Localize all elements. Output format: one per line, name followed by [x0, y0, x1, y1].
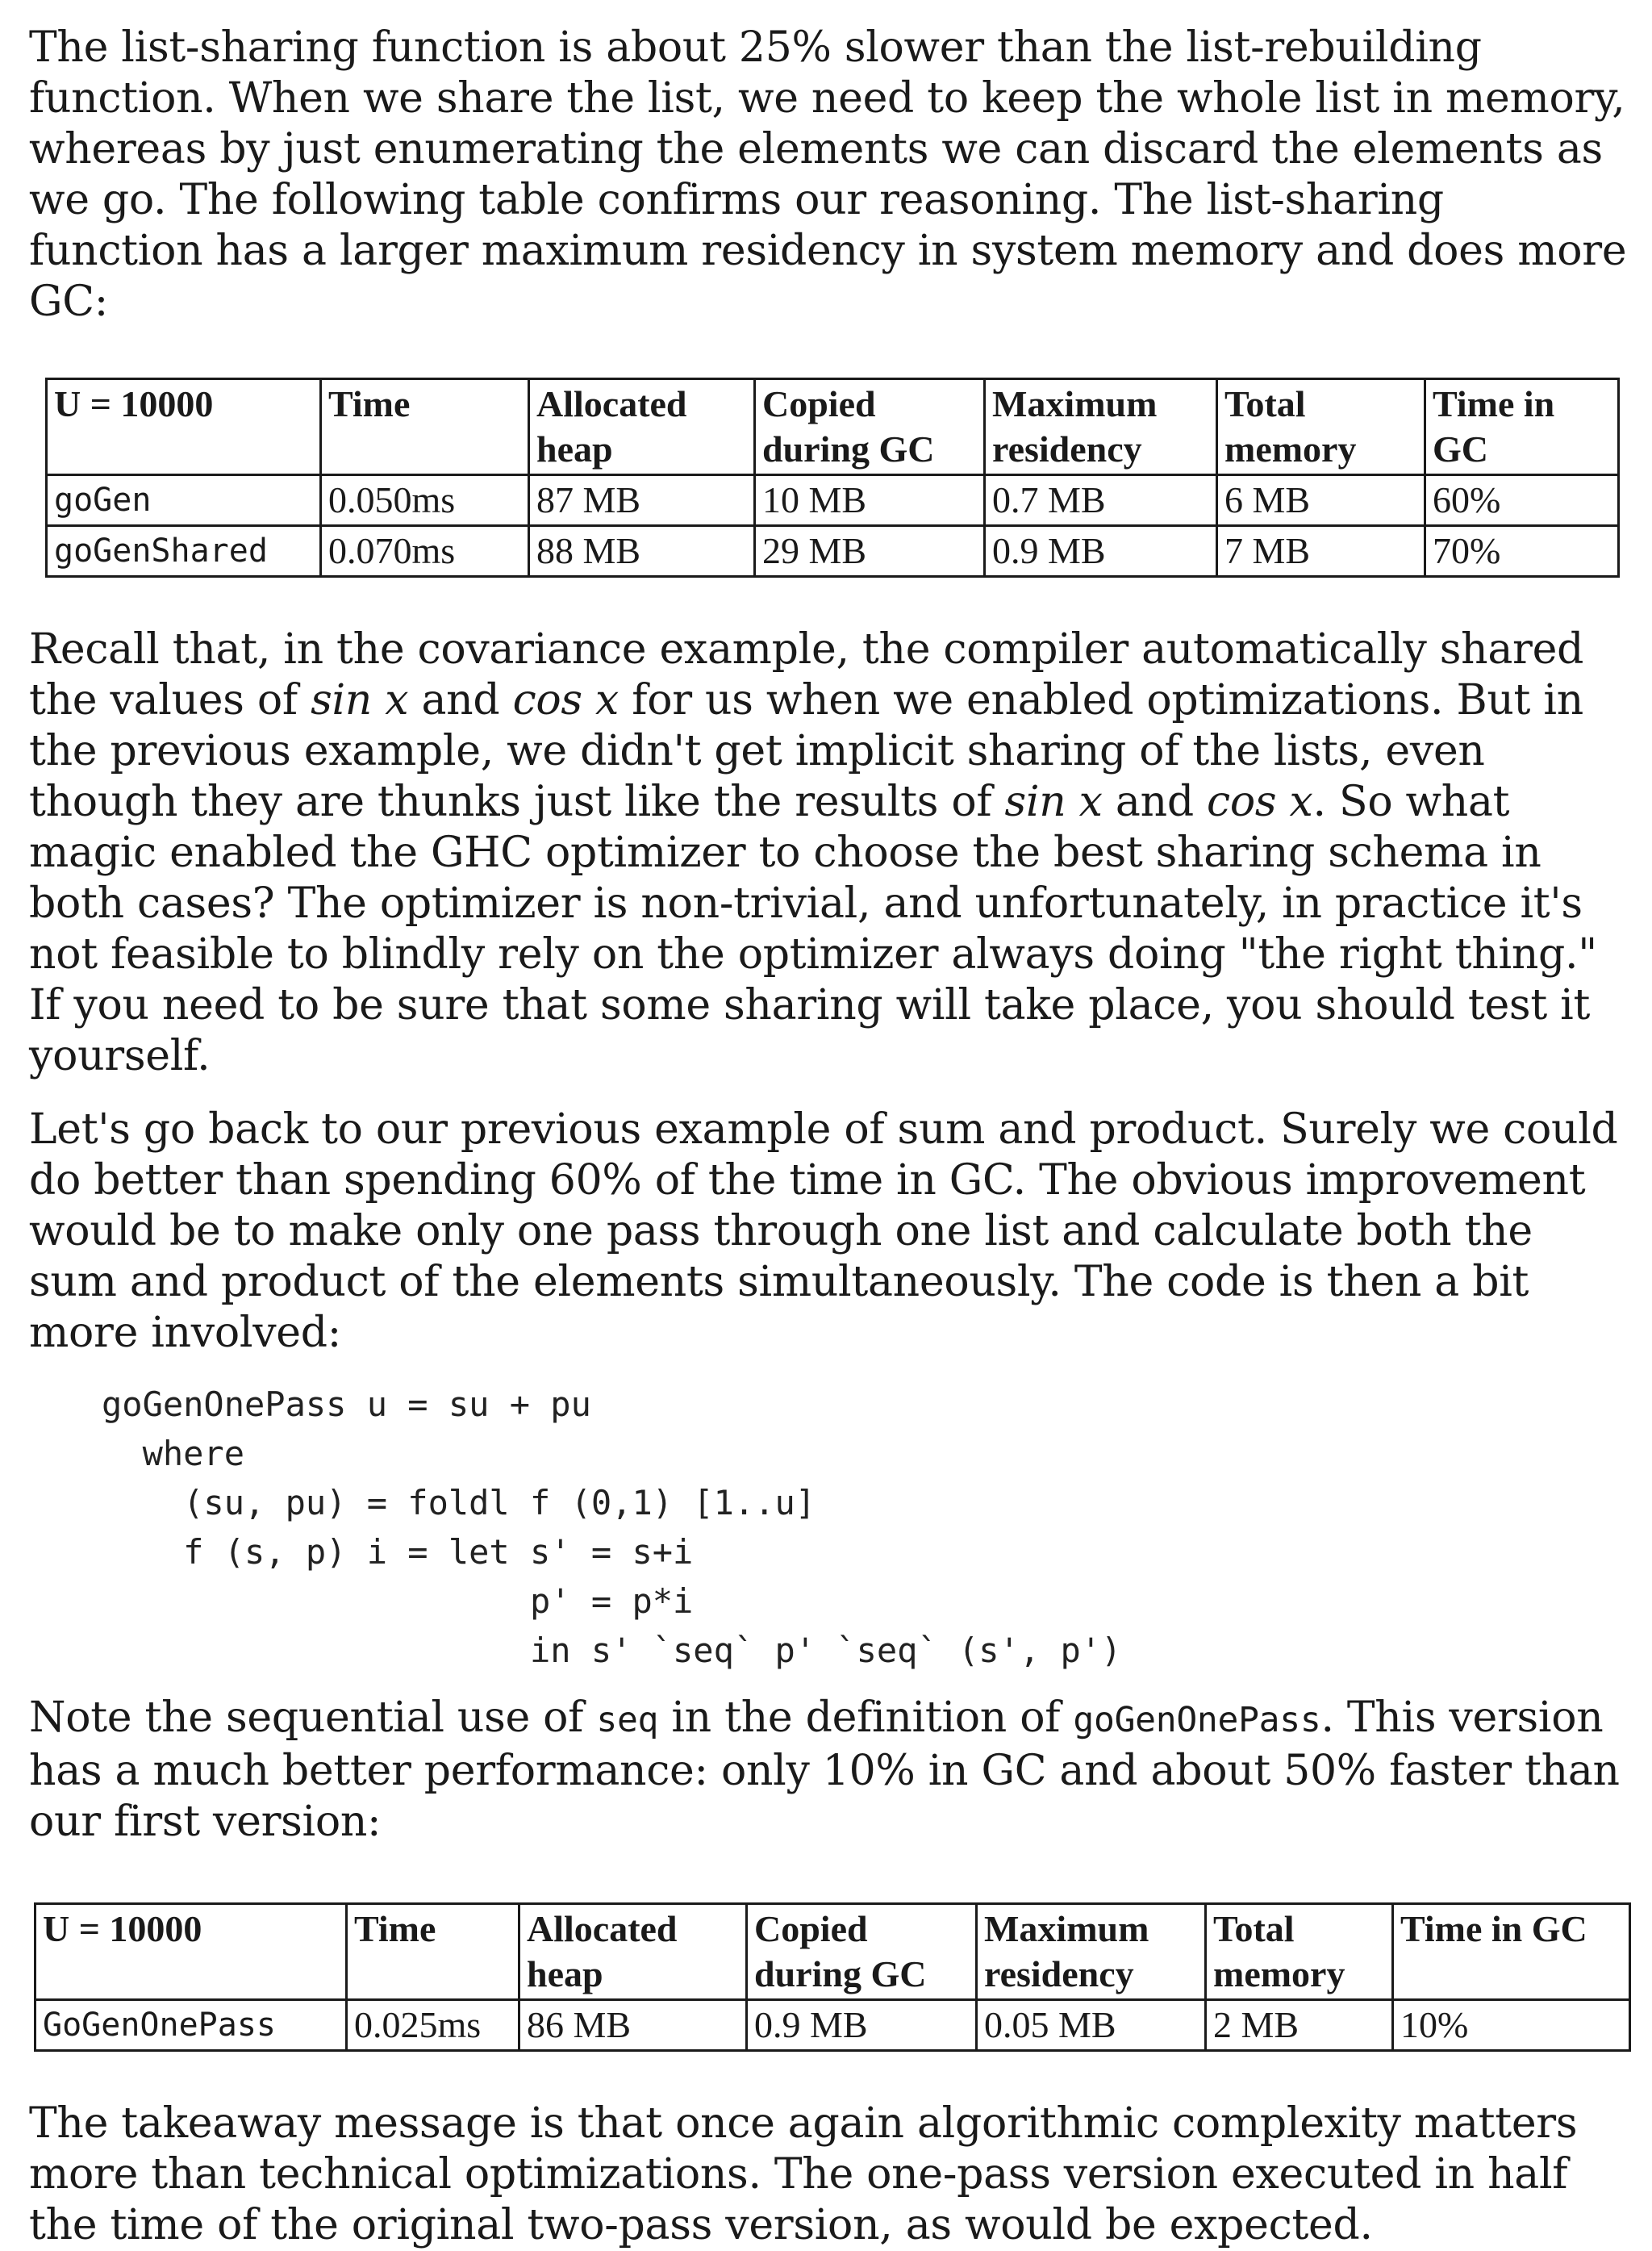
inline-code: seq — [596, 1700, 659, 1740]
header-cell: Allocated heap — [519, 1904, 747, 2000]
table-row — [47, 475, 1619, 526]
inline-code: goGenOnePass — [1073, 1700, 1321, 1740]
table-cell: 7 MB — [1217, 526, 1425, 577]
table-cell: 0.050ms — [321, 475, 529, 526]
table-cell: 86 MB — [519, 2000, 747, 2051]
takeaway-paragraph: The takeaway message is that once again algorithmic complexity matters more than technical optimizations. The one-pass version executed in half the time of the original two-pass version, as would be expected. — [29, 2099, 1578, 2249]
intro-paragraph: The list-sharing function is about 25% slower than the list-rebuilding function. When we share the list, we need to keep the whole list in memory, whereas by just enumerating the elements we can discard the elements as we go. The following table confirms our reasoning. The list-sharing function has a larger maximum residency in system memory and does more GC: — [29, 23, 1627, 326]
table-cell: 0.9 MB — [985, 526, 1217, 577]
table-row — [47, 526, 1619, 577]
header-cell: Maximum residency — [985, 379, 1217, 475]
document-page — [29, 23, 1629, 2251]
table-cell: 2 MB — [1206, 2000, 1393, 2051]
table-cell: 10% — [1393, 2000, 1630, 2051]
table-cell: 6 MB — [1217, 475, 1425, 526]
table-cell: 29 MB — [755, 526, 985, 577]
header-cell: U = 10000 — [47, 379, 321, 475]
header-cell: Allocated heap — [529, 379, 755, 475]
table-cell: 70% — [1425, 526, 1619, 577]
optimizer-paragraph: Recall that, in the covariance example, the compiler automatically shared the values of sin x and cos x for us when we enabled optimizations. But in the previous example, we didn't get implicit sharing of the lists, even though they are thunks just like the results of sin x and cos x. So what magic enabled the GHC optimizer to choose the best sharing schema in both cases? The optimizer is non-trivial, and unfortunately, in practice it's not feasible to blindly rely on the optimizer always doing "the right thing." If you need to be sure that some sharing will take place, you should test it yourself. — [29, 625, 1597, 1080]
one-pass-table — [34, 1902, 1631, 2052]
header-cell: Copied during GC — [747, 1904, 977, 2000]
function-name-cell: goGenShared — [47, 526, 321, 577]
sharing-comparison-table — [45, 378, 1620, 578]
header-cell: Time in GC — [1425, 379, 1619, 475]
table-header-row — [47, 379, 1619, 475]
header-cell: Maximum residency — [977, 1904, 1206, 2000]
table-cell: 0.025ms — [347, 2000, 519, 2051]
table-cell: 60% — [1425, 475, 1619, 526]
table-cell: 10 MB — [755, 475, 985, 526]
table-row — [35, 2000, 1630, 2051]
table-cell: 0.7 MB — [985, 475, 1217, 526]
header-cell: Total memory — [1217, 379, 1425, 475]
table-cell: 0.070ms — [321, 526, 529, 577]
header-cell: Time — [321, 379, 529, 475]
header-cell: Total memory — [1206, 1904, 1393, 2000]
table-cell: 88 MB — [529, 526, 755, 577]
table-cell: 0.05 MB — [977, 2000, 1206, 2051]
header-cell: U = 10000 — [35, 1904, 347, 2000]
table-cell: 0.9 MB — [747, 2000, 977, 2051]
function-name-cell: GoGenOnePass — [35, 2000, 347, 2051]
table-header-row — [35, 1904, 1630, 2000]
header-cell: Time in GC — [1393, 1904, 1630, 2000]
code-block: goGenOnePass u = su + pu where (su, pu) = foldl f (0,1) [1..u] f (s, p) i = let s' = s+i p' = p*i in s' `seq` p' `seq` (s', p') — [102, 1384, 1122, 1670]
seq-paragraph: Note the sequential use of seq in the definition of goGenOnePass. This version has a much better performance: only 10% in GC and about 50% faster than our first version: — [29, 1693, 1620, 1846]
function-name-cell: goGen — [47, 475, 321, 526]
header-cell: Time — [347, 1904, 519, 2000]
header-cell: Copied during GC — [755, 379, 985, 475]
one-pass-intro-paragraph: Let's go back to our previous example of sum and product. Surely we could do better than spending 60% of the time in GC. The obvious improvement would be to make only one pass through one list and calculate both the sum and product of the elements simultaneously. The code is then a bit more involved: — [29, 1105, 1618, 1357]
table-cell: 87 MB — [529, 475, 755, 526]
